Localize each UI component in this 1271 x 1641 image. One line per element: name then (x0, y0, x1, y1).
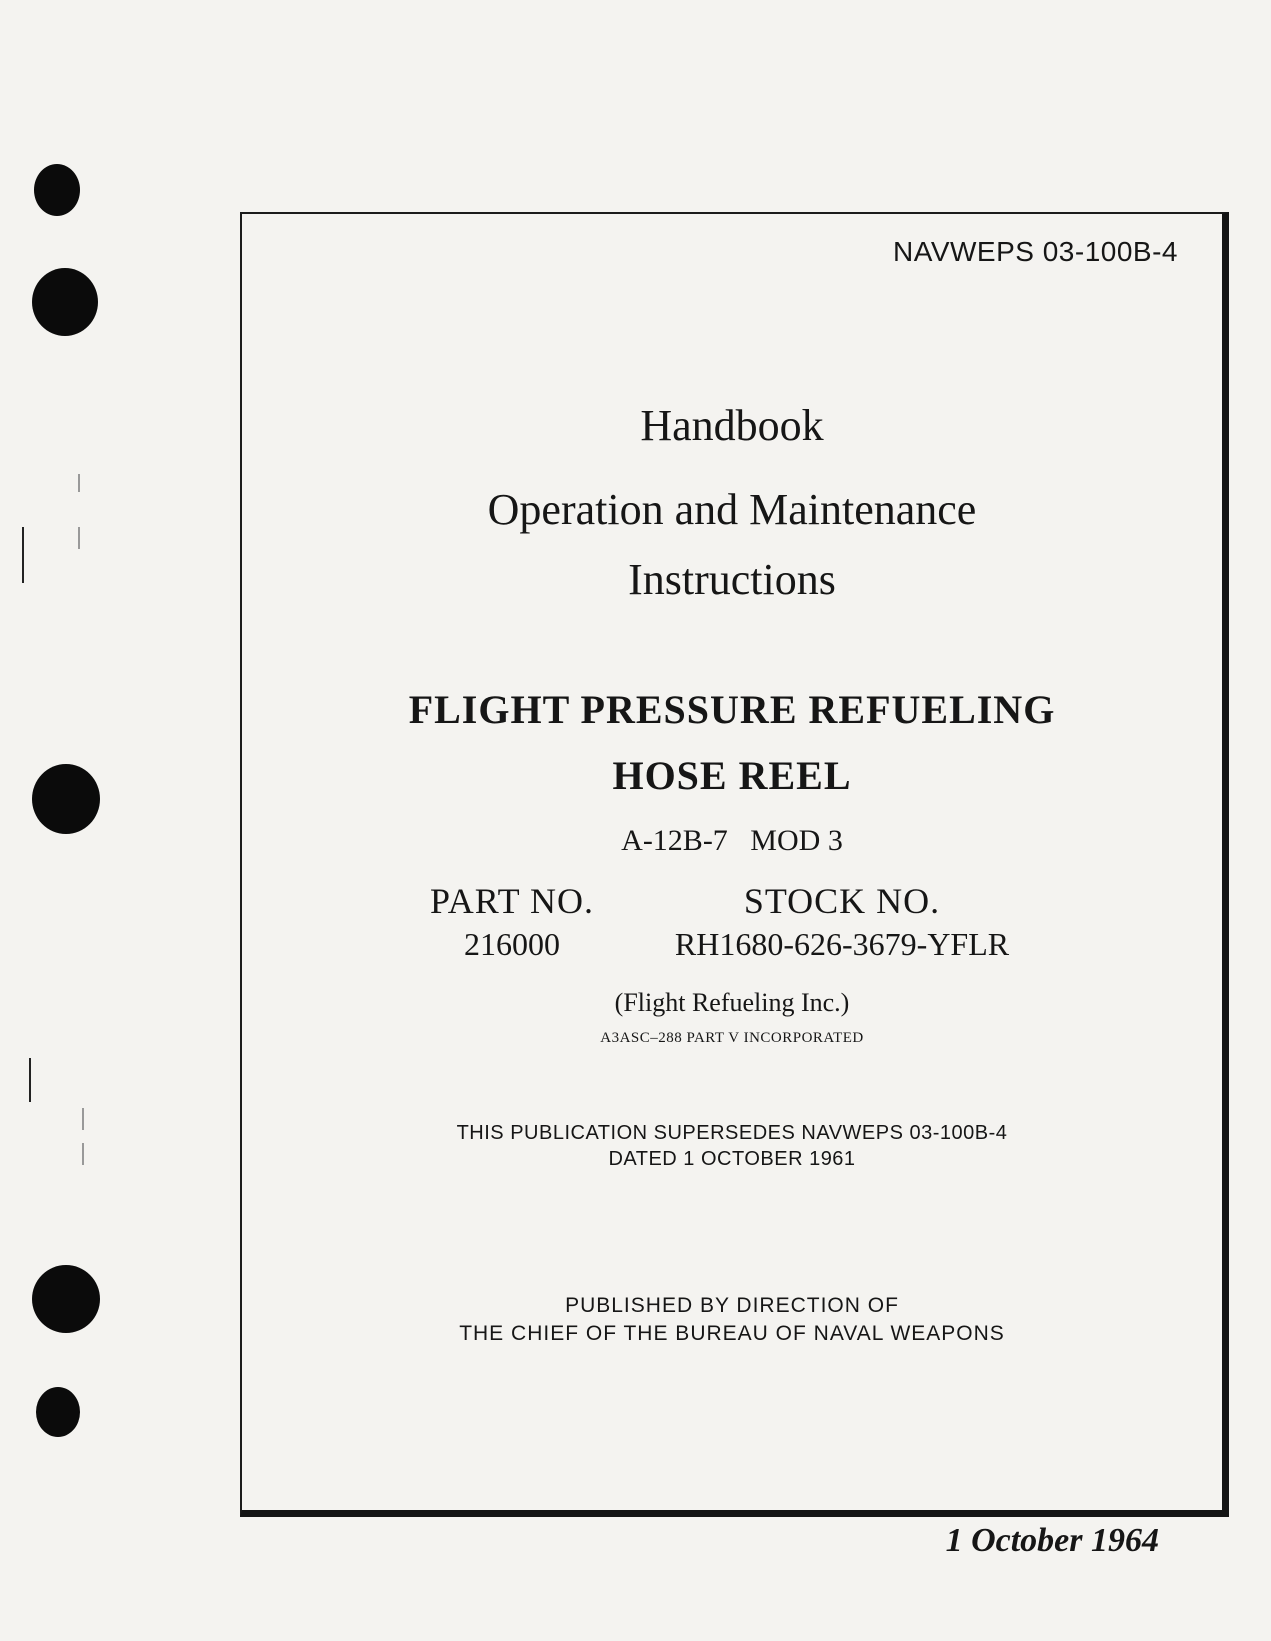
supersedes-line-1: THIS PUBLICATION SUPERSEDES NAVWEPS 03-100B-4 (456, 1122, 1008, 1144)
model-designation: A-12B-7 MOD 3 (621, 824, 843, 857)
manufacturer: (Flight Refueling Inc.) (614, 988, 850, 1017)
title-line-1: FLIGHT PRESSURE REFUELING (408, 687, 1056, 732)
stock-no-label: STOCK NO. (743, 881, 941, 921)
part-no-value: 216000 (464, 926, 560, 962)
subtitle-line-1: Operation and Maintenance (487, 485, 977, 534)
margin-mark (22, 527, 24, 583)
publication-date: 1 October 1964 (945, 1522, 1159, 1559)
binder-hole (32, 268, 98, 336)
title-line-2: HOSE REEL (612, 753, 852, 798)
published-line-1: PUBLISHED BY DIRECTION OF (565, 1294, 899, 1317)
margin-mark (82, 1143, 84, 1165)
margin-mark (78, 474, 80, 492)
published-line-2: THE CHIEF OF THE BUREAU OF NAVAL WEAPONS (459, 1322, 1005, 1345)
binder-hole (32, 764, 100, 834)
margin-mark (82, 1108, 84, 1130)
binder-hole (32, 1265, 100, 1333)
cover-frame (240, 212, 1229, 1517)
binder-hole (34, 164, 80, 216)
binder-hole (36, 1387, 80, 1437)
part-stock-block (242, 880, 1222, 970)
document-number: NAVWEPS 03-100B-4 (893, 236, 1178, 267)
margin-mark (29, 1058, 31, 1102)
handbook-heading: Handbook (640, 401, 824, 450)
margin-mark (78, 527, 80, 549)
subtitle-line-2: Instructions (628, 555, 836, 604)
stock-no-value: RH1680-626-3679-YFLR (674, 926, 1010, 962)
incorporated-note: A3ASC–288 PART V INCORPORATED (600, 1030, 864, 1046)
part-no-label: PART NO. (430, 881, 594, 921)
supersedes-line-2: DATED 1 OCTOBER 1961 (608, 1148, 856, 1170)
